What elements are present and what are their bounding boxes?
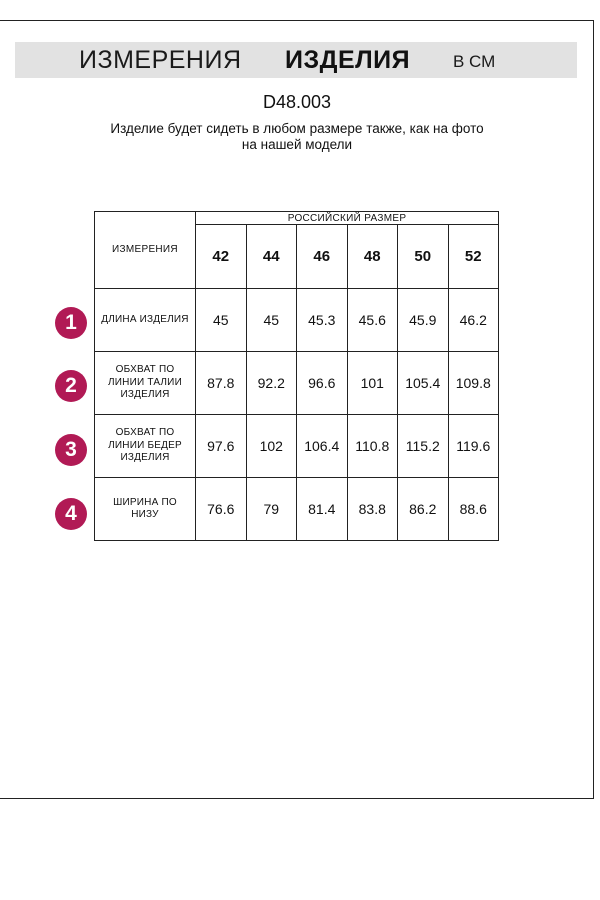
fit-note-line-1: Изделие будет сидеть в любом размере также, как на фото [110,121,484,136]
table-row [95,415,499,478]
measurement-value: 45 [196,289,247,352]
row-number-badge: 1 [55,307,87,339]
measurement-value: 87.8 [196,352,247,415]
measurement-label: ОБХВАТ ПО ЛИНИИ ТАЛИИ ИЗДЕЛИЯ [95,352,196,415]
measurement-value: 81.4 [297,478,348,541]
measurement-value: 109.8 [448,352,499,415]
measurement-value: 106.4 [297,415,348,478]
measurement-value: 102 [246,415,297,478]
measurement-value: 101 [347,352,398,415]
row-number-badge: 4 [55,498,87,530]
banner-title-measurements: ИЗМЕРЕНИЯ [79,46,242,74]
size-header-cell: 50 [398,225,449,289]
measurement-value: 45 [246,289,297,352]
measurement-value: 83.8 [347,478,398,541]
measurement-value: 110.8 [347,415,398,478]
measurement-value: 76.6 [196,478,247,541]
measurement-value: 119.6 [448,415,499,478]
measurement-label: ОБХВАТ ПО ЛИНИИ БЕДЕР ИЗДЕЛИЯ [95,415,196,478]
measurements-header: ИЗМЕРЕНИЯ [95,212,196,289]
size-header-cell: 42 [196,225,247,289]
measurement-value: 45.9 [398,289,449,352]
measurement-value: 105.4 [398,352,449,415]
russian-size-header: РОССИЙСКИЙ РАЗМЕР [196,212,499,225]
banner-title-product: ИЗДЕЛИЯ [285,46,411,74]
measurement-value: 96.6 [297,352,348,415]
size-header-cell: 52 [448,225,499,289]
table-row [95,478,499,541]
banner-unit: В СМ [453,52,496,71]
size-chart-table [94,211,499,541]
row-number-badge: 3 [55,434,87,466]
measurement-value: 46.2 [448,289,499,352]
measurement-value: 79 [246,478,297,541]
measurement-value: 88.6 [448,478,499,541]
measurement-label: ШИРИНА ПО НИЗУ [95,478,196,541]
row-number-badge: 2 [55,370,87,402]
measurement-value: 45.3 [297,289,348,352]
size-header-cell: 46 [297,225,348,289]
measurement-value: 86.2 [398,478,449,541]
table-row [95,289,499,352]
measurement-value: 92.2 [246,352,297,415]
measurement-value: 45.6 [347,289,398,352]
title-banner [15,42,577,78]
fit-note-line-2: на нашей модели [241,137,353,152]
measurement-label: ДЛИНА ИЗДЕЛИЯ [95,289,196,352]
size-header-cell: 44 [246,225,297,289]
table-row [95,352,499,415]
article-code: D48.003 [262,92,332,112]
size-header-cell: 48 [347,225,398,289]
fit-note [70,121,524,153]
measurement-value: 97.6 [196,415,247,478]
size-chart-body [95,289,499,541]
measurement-value: 115.2 [398,415,449,478]
